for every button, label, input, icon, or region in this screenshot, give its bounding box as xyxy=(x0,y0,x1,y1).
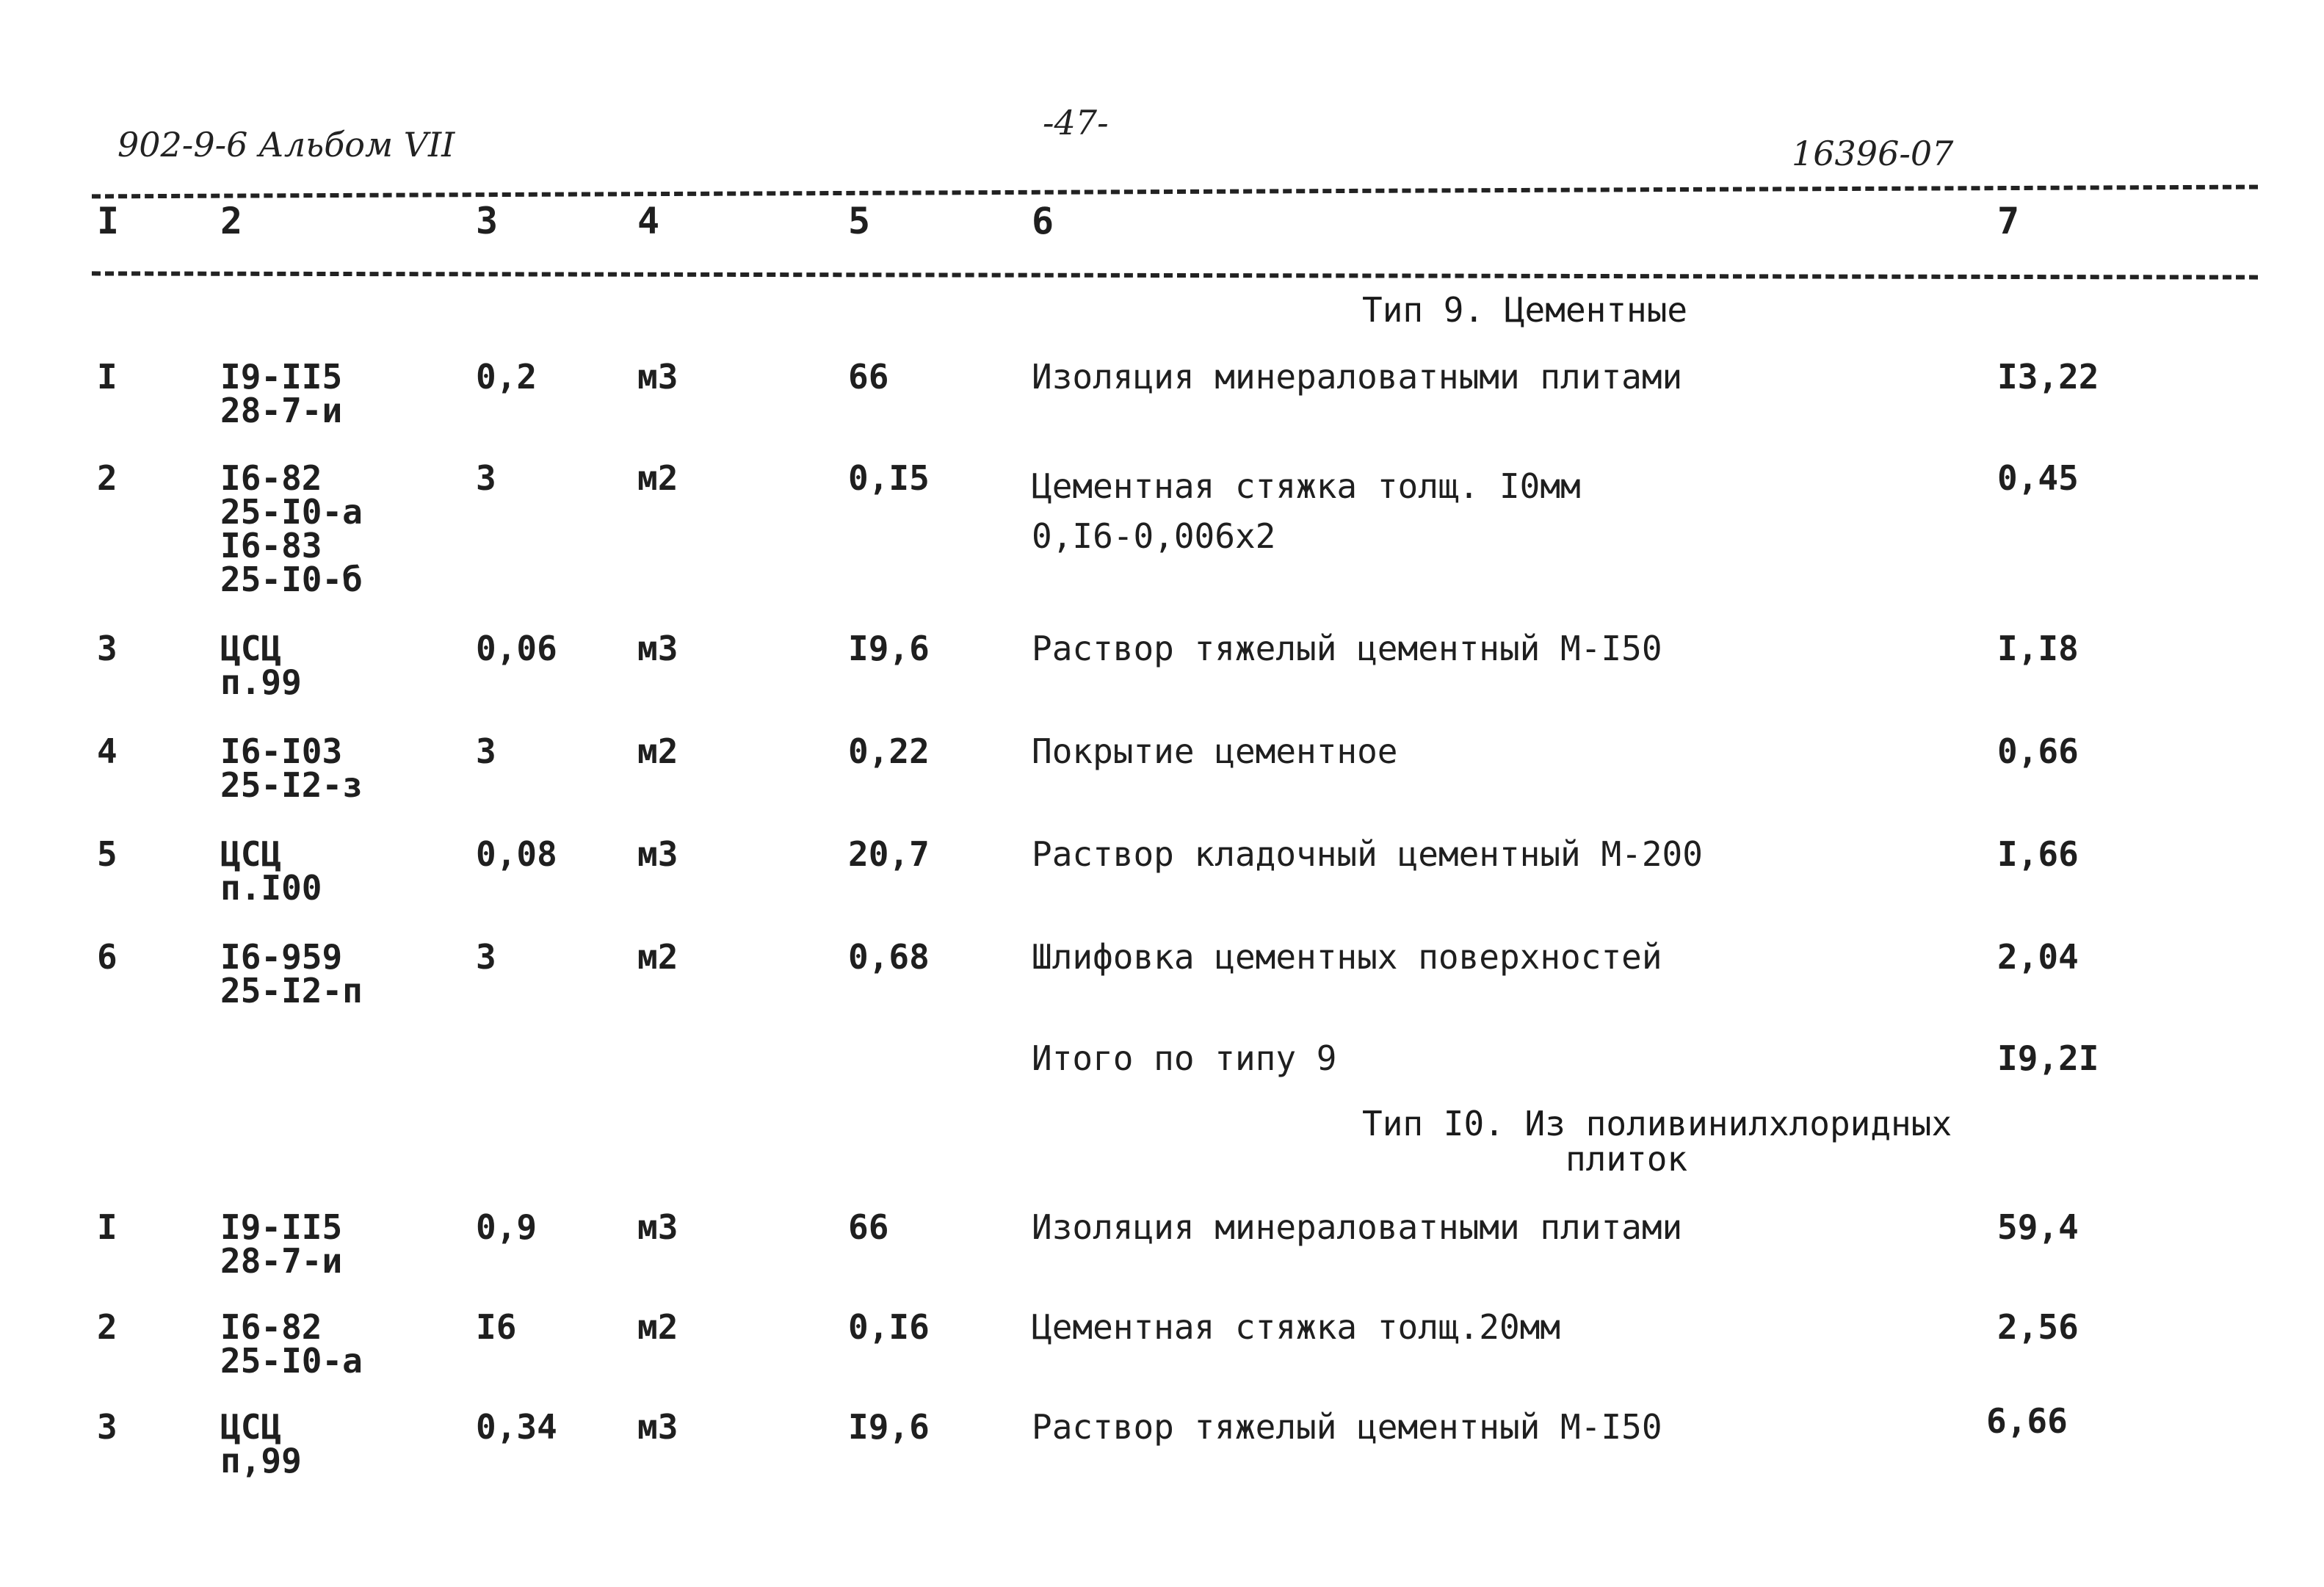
col-header-6: 6 xyxy=(1032,200,1054,242)
unit: м3 xyxy=(637,1207,678,1247)
description: Раствор тяжелый цементный М-I50 xyxy=(1032,1407,1662,1447)
description: Покрытие цементное xyxy=(1032,731,1398,771)
row-number: 2 xyxy=(97,458,117,498)
quantity: 3 xyxy=(476,458,496,498)
quantity: 3 xyxy=(476,731,496,771)
quantity: 0,34 xyxy=(476,1407,557,1447)
quantity: 0,08 xyxy=(476,834,557,874)
norm-code: I9-II5 28-7-и xyxy=(220,357,343,430)
row-number: I xyxy=(97,1207,117,1247)
quantity: 0,2 xyxy=(476,357,537,397)
total: 0,66 xyxy=(1997,731,2079,771)
quantity: 0,06 xyxy=(476,629,557,668)
unit: м2 xyxy=(637,1307,678,1347)
unit: м2 xyxy=(637,458,678,498)
total: 2,04 xyxy=(1997,937,2079,977)
page-number: -47- xyxy=(1043,103,1109,142)
description: Изоляция минераловатными плитами xyxy=(1032,1207,1683,1247)
section-title-type-9: Тип 9. Цементные xyxy=(1362,290,1688,330)
unit-price: 0,I5 xyxy=(848,458,930,498)
subtotal-label: Итого по типу 9 xyxy=(1032,1038,1337,1078)
norm-code: I6-959 25-I2-п xyxy=(220,937,363,1011)
total: I,66 xyxy=(1997,834,2079,874)
unit-price: I9,6 xyxy=(848,629,930,668)
total: I3,22 xyxy=(1997,357,2099,397)
col-header-2: 2 xyxy=(220,200,243,242)
unit: м3 xyxy=(637,357,678,397)
col-header-4: 4 xyxy=(637,200,660,242)
norm-code: I9-II5 28-7-и xyxy=(220,1207,343,1281)
norm-code: I6-I03 25-I2-з xyxy=(220,731,363,805)
description: Цементная стяжка толщ.20мм xyxy=(1032,1307,1561,1347)
col-header-5: 5 xyxy=(848,200,871,242)
row-number: 3 xyxy=(97,629,117,668)
unit: м3 xyxy=(637,1407,678,1447)
total: 0,45 xyxy=(1997,458,2079,498)
section-title-type-10: Тип I0. Из поливинилхлоридных плиток xyxy=(1362,1104,1952,1179)
unit-price: I9,6 xyxy=(848,1407,930,1447)
description: Изоляция минераловатными плитами xyxy=(1032,357,1683,397)
row-number: I xyxy=(97,357,117,397)
subtotal-value: I9,2I xyxy=(1997,1038,2099,1078)
quantity: 0,9 xyxy=(476,1207,537,1247)
row-number: 3 xyxy=(97,1407,117,1447)
description: Цементная стяжка толщ. I0мм 0,I6-0,006x2 xyxy=(1032,466,1581,556)
unit: м3 xyxy=(637,834,678,874)
document-code: 902-9-6 Альбом VII xyxy=(117,125,455,165)
norm-code: I6-82 25-I0-а I6-83 25-I0-б xyxy=(220,458,363,599)
total: I,I8 xyxy=(1997,629,2079,668)
row-number: 2 xyxy=(97,1307,117,1347)
header-dashed-rule xyxy=(92,271,2258,279)
norm-code: ЦСЦ п.I00 xyxy=(220,834,322,908)
quantity: 3 xyxy=(476,937,496,977)
sheet-number: 16396-07 xyxy=(1792,134,1954,173)
unit-price: 20,7 xyxy=(848,834,930,874)
total: 59,4 xyxy=(1997,1207,2079,1247)
unit-price: 0,I6 xyxy=(848,1307,930,1347)
total: 6,66 xyxy=(1986,1401,2068,1441)
description: Шлифовка цементных поверхностей xyxy=(1032,937,1662,977)
unit-price: 66 xyxy=(848,357,889,397)
row-number: 5 xyxy=(97,834,117,874)
unit: м2 xyxy=(637,731,678,771)
col-header-1: I xyxy=(97,200,120,242)
description: Раствор кладочный цементный М-200 xyxy=(1032,834,1703,874)
description: Раствор тяжелый цементный М-I50 xyxy=(1032,629,1662,668)
col-header-7: 7 xyxy=(1997,200,2020,242)
unit-price: 66 xyxy=(848,1207,889,1247)
unit-price: 0,22 xyxy=(848,731,930,771)
norm-code: ЦСЦ п,99 xyxy=(220,1407,302,1481)
unit: м3 xyxy=(637,629,678,668)
unit: м2 xyxy=(637,937,678,977)
col-header-3: 3 xyxy=(476,200,499,242)
norm-code: I6-82 25-I0-а xyxy=(220,1307,363,1381)
quantity: I6 xyxy=(476,1307,517,1347)
row-number: 6 xyxy=(97,937,117,977)
total: 2,56 xyxy=(1997,1307,2079,1347)
unit-price: 0,68 xyxy=(848,937,930,977)
norm-code: ЦСЦ п.99 xyxy=(220,629,302,702)
top-dashed-rule xyxy=(92,185,2258,199)
row-number: 4 xyxy=(97,731,117,771)
